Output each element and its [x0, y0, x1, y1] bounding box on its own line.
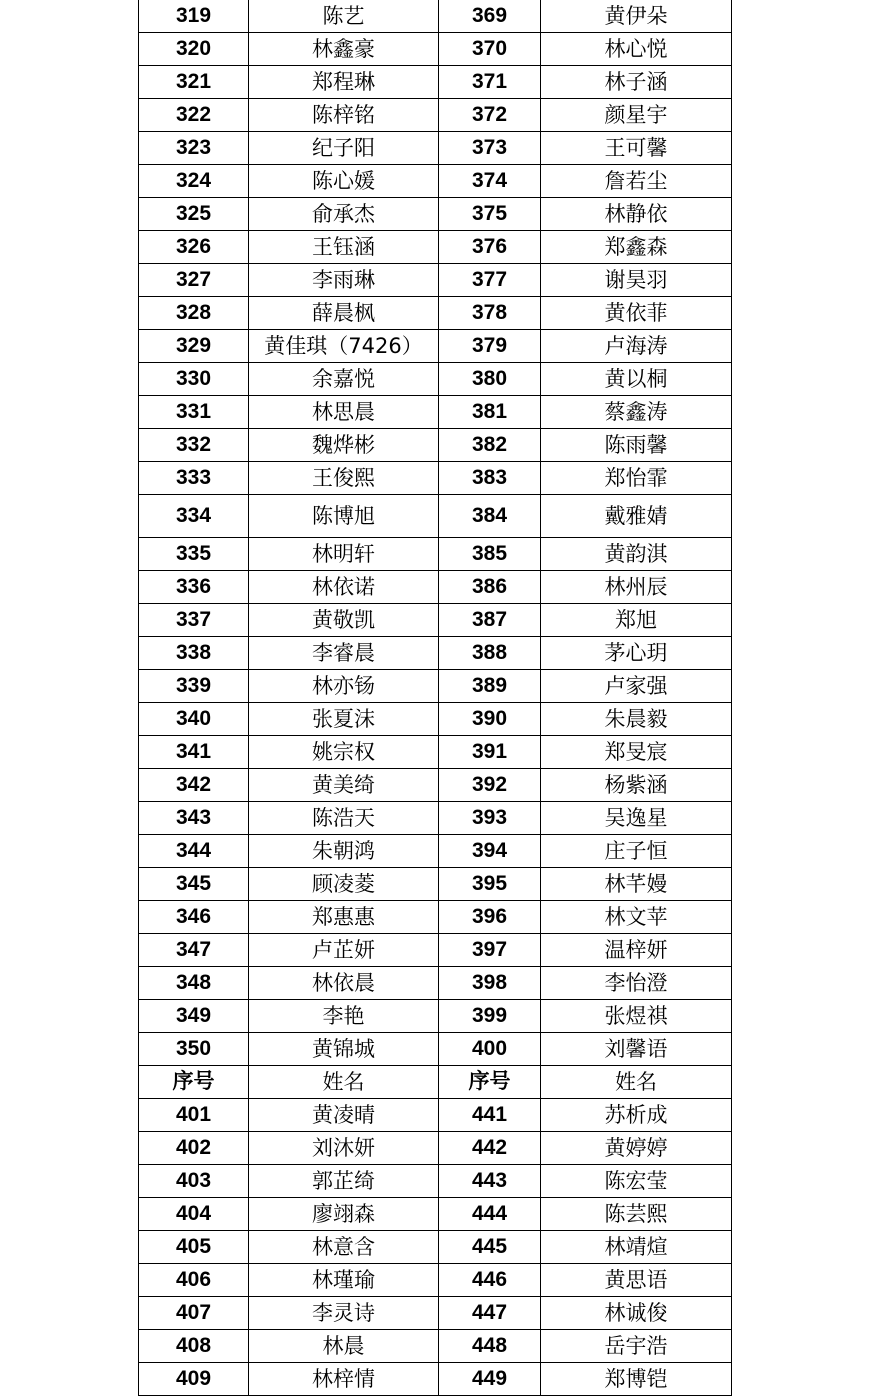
- table-header-row: [139, 1066, 732, 1099]
- seq-number-right: 446: [439, 1264, 541, 1297]
- student-name-right: 黄以桐: [541, 363, 732, 396]
- student-name-right: 林州辰: [541, 571, 732, 604]
- seq-number-right: 447: [439, 1297, 541, 1330]
- table-row: [139, 1132, 732, 1165]
- seq-number-left: 320: [139, 33, 249, 66]
- student-name-left: 刘沐妍: [249, 1132, 439, 1165]
- seq-number-left: 405: [139, 1231, 249, 1264]
- student-name-left: 王钰涵: [249, 231, 439, 264]
- seq-number-left: 334: [139, 495, 249, 538]
- seq-number-right: 386: [439, 571, 541, 604]
- student-name-right: 戴雅婧: [541, 495, 732, 538]
- student-name-left: 李睿晨: [249, 637, 439, 670]
- table-row: [139, 670, 732, 703]
- student-name-right: 郑怡霏: [541, 462, 732, 495]
- table-row: [139, 462, 732, 495]
- student-name-right: 林文苹: [541, 901, 732, 934]
- student-name-left: 陈梓铭: [249, 99, 439, 132]
- seq-number-right: 374: [439, 165, 541, 198]
- table-row: [139, 165, 732, 198]
- table-row: [139, 0, 732, 33]
- seq-number-right: 385: [439, 538, 541, 571]
- student-name-right: 王可馨: [541, 132, 732, 165]
- seq-number-left: 349: [139, 1000, 249, 1033]
- seq-number-left: 324: [139, 165, 249, 198]
- seq-number-left: 404: [139, 1198, 249, 1231]
- seq-number-left: 348: [139, 967, 249, 1000]
- seq-number-right: 442: [439, 1132, 541, 1165]
- seq-number-right: 372: [439, 99, 541, 132]
- seq-number-left: 409: [139, 1363, 249, 1396]
- student-name-left: 李雨琳: [249, 264, 439, 297]
- seq-number-right: 378: [439, 297, 541, 330]
- seq-number-left: 345: [139, 868, 249, 901]
- seq-number-left: 330: [139, 363, 249, 396]
- seq-number-right: 449: [439, 1363, 541, 1396]
- table-row: [139, 231, 732, 264]
- seq-number-right: 444: [439, 1198, 541, 1231]
- table-row: [139, 967, 732, 1000]
- seq-number-right: 387: [439, 604, 541, 637]
- student-name-right: 李怡澄: [541, 967, 732, 1000]
- seq-number-left: 406: [139, 1264, 249, 1297]
- table-row: [139, 1099, 732, 1132]
- seq-number-right: 377: [439, 264, 541, 297]
- student-name-left: 林梓情: [249, 1363, 439, 1396]
- seq-number-right: 400: [439, 1033, 541, 1066]
- table-row: [139, 429, 732, 462]
- table-row: [139, 901, 732, 934]
- student-name-right: 蔡鑫涛: [541, 396, 732, 429]
- student-name-right: 颜星宇: [541, 99, 732, 132]
- table-row: [139, 802, 732, 835]
- seq-number-right: 369: [439, 0, 541, 33]
- seq-number-right: 398: [439, 967, 541, 1000]
- seq-number-left: 335: [139, 538, 249, 571]
- seq-number-left: 319: [139, 0, 249, 33]
- student-name-right: 吴逸星: [541, 802, 732, 835]
- seq-number-right: 396: [439, 901, 541, 934]
- table-row: [139, 132, 732, 165]
- table-row: [139, 868, 732, 901]
- seq-number-left: 346: [139, 901, 249, 934]
- header-name-label: 姓名: [249, 1066, 439, 1099]
- seq-number-right: 392: [439, 769, 541, 802]
- seq-number-right: 441: [439, 1099, 541, 1132]
- student-name-left: 陈心媛: [249, 165, 439, 198]
- seq-number-right: 376: [439, 231, 541, 264]
- student-name-right: 温梓妍: [541, 934, 732, 967]
- student-name-right: 郑旭: [541, 604, 732, 637]
- student-name-right: 林诚俊: [541, 1297, 732, 1330]
- student-name-right: 黄婷婷: [541, 1132, 732, 1165]
- student-name-left: 黄美绮: [249, 769, 439, 802]
- seq-number-left: 340: [139, 703, 249, 736]
- table-row: [139, 495, 732, 538]
- student-name-right: 庄子恒: [541, 835, 732, 868]
- student-name-right: 卢家强: [541, 670, 732, 703]
- table-row: [139, 99, 732, 132]
- table-row: [139, 1165, 732, 1198]
- seq-number-left: 350: [139, 1033, 249, 1066]
- seq-number-right: 448: [439, 1330, 541, 1363]
- table-row: [139, 769, 732, 802]
- table-row: [139, 198, 732, 231]
- seq-number-right: 395: [439, 868, 541, 901]
- student-name-left: 林依诺: [249, 571, 439, 604]
- student-name-right: 林心悦: [541, 33, 732, 66]
- table-row: [139, 1231, 732, 1264]
- seq-number-right: 375: [439, 198, 541, 231]
- student-name-left: 余嘉悦: [249, 363, 439, 396]
- student-name-right: 林静依: [541, 198, 732, 231]
- seq-number-right: 393: [439, 802, 541, 835]
- student-name-right: 陈宏莹: [541, 1165, 732, 1198]
- table-row: [139, 736, 732, 769]
- seq-number-left: 343: [139, 802, 249, 835]
- seq-number-left: 339: [139, 670, 249, 703]
- seq-number-left: 347: [139, 934, 249, 967]
- student-name-left: 黄锦城: [249, 1033, 439, 1066]
- student-name-right: 卢海涛: [541, 330, 732, 363]
- table-row: [139, 835, 732, 868]
- table-row: [139, 538, 732, 571]
- seq-number-left: 407: [139, 1297, 249, 1330]
- student-name-left: 廖翊森: [249, 1198, 439, 1231]
- seq-number-right: 373: [439, 132, 541, 165]
- table-row: [139, 1033, 732, 1066]
- seq-number-left: 326: [139, 231, 249, 264]
- student-name-left: 陈博旭: [249, 495, 439, 538]
- seq-number-left: 333: [139, 462, 249, 495]
- student-name-left: 姚宗权: [249, 736, 439, 769]
- student-name-right: 林靖煊: [541, 1231, 732, 1264]
- student-name-left: 郑惠惠: [249, 901, 439, 934]
- table-row: [139, 297, 732, 330]
- student-name-left: 林晨: [249, 1330, 439, 1363]
- seq-number-right: 397: [439, 934, 541, 967]
- seq-number-left: 408: [139, 1330, 249, 1363]
- seq-number-right: 394: [439, 835, 541, 868]
- student-name-left: 陈艺: [249, 0, 439, 33]
- table-row: [139, 66, 732, 99]
- seq-number-right: 382: [439, 429, 541, 462]
- seq-number-right: 371: [439, 66, 541, 99]
- student-name-left: 郑程琳: [249, 66, 439, 99]
- table-row: [139, 571, 732, 604]
- student-name-right: 黄伊朵: [541, 0, 732, 33]
- seq-number-right: 381: [439, 396, 541, 429]
- seq-number-right: 399: [439, 1000, 541, 1033]
- table-row: [139, 264, 732, 297]
- student-name-right: 朱晨毅: [541, 703, 732, 736]
- student-name-left: 林鑫豪: [249, 33, 439, 66]
- student-name-left: 张夏沫: [249, 703, 439, 736]
- student-name-left: 黄敬凯: [249, 604, 439, 637]
- seq-number-left: 344: [139, 835, 249, 868]
- student-name-left: 李艳: [249, 1000, 439, 1033]
- seq-number-left: 336: [139, 571, 249, 604]
- seq-number-left: 337: [139, 604, 249, 637]
- seq-number-right: 391: [439, 736, 541, 769]
- student-name-right: 郑博铠: [541, 1363, 732, 1396]
- seq-number-right: 379: [439, 330, 541, 363]
- student-name-left: 卢芷妍: [249, 934, 439, 967]
- student-name-left: 陈浩天: [249, 802, 439, 835]
- student-name-right: 詹若尘: [541, 165, 732, 198]
- seq-number-left: 331: [139, 396, 249, 429]
- student-name-left: 黄凌晴: [249, 1099, 439, 1132]
- table-row: [139, 934, 732, 967]
- student-name-right: 黄思语: [541, 1264, 732, 1297]
- seq-number-right: 390: [439, 703, 541, 736]
- seq-number-left: 341: [139, 736, 249, 769]
- student-name-left: 林思晨: [249, 396, 439, 429]
- seq-number-left: 321: [139, 66, 249, 99]
- student-name-left: 魏烨彬: [249, 429, 439, 462]
- student-name-right: 林芊嫚: [541, 868, 732, 901]
- seq-number-left: 327: [139, 264, 249, 297]
- header-seq-label: 序号: [439, 1066, 541, 1099]
- header-seq-label: 序号: [139, 1066, 249, 1099]
- seq-number-left: 342: [139, 769, 249, 802]
- seq-number-left: 403: [139, 1165, 249, 1198]
- table-row: [139, 1297, 732, 1330]
- seq-number-right: 380: [439, 363, 541, 396]
- student-name-right: 黄依菲: [541, 297, 732, 330]
- student-name-left: 李灵诗: [249, 1297, 439, 1330]
- student-name-right: 茅心玥: [541, 637, 732, 670]
- seq-number-left: 402: [139, 1132, 249, 1165]
- student-name-left: 顾凌菱: [249, 868, 439, 901]
- student-name-right: 陈雨馨: [541, 429, 732, 462]
- student-name-left: 林明轩: [249, 538, 439, 571]
- student-name-right: 杨紫涵: [541, 769, 732, 802]
- table-row: [139, 330, 732, 363]
- student-name-left: 俞承杰: [249, 198, 439, 231]
- student-name-right: 岳宇浩: [541, 1330, 732, 1363]
- seq-number-left: 401: [139, 1099, 249, 1132]
- seq-number-left: 322: [139, 99, 249, 132]
- student-name-left: 薛晨枫: [249, 297, 439, 330]
- header-name-label: 姓名: [541, 1066, 732, 1099]
- table-row: [139, 396, 732, 429]
- seq-number-left: 325: [139, 198, 249, 231]
- seq-number-left: 328: [139, 297, 249, 330]
- seq-number-right: 445: [439, 1231, 541, 1264]
- student-name-left: 纪子阳: [249, 132, 439, 165]
- roster-body: [139, 0, 732, 1396]
- student-name-right: 郑鑫森: [541, 231, 732, 264]
- seq-number-right: 443: [439, 1165, 541, 1198]
- table-row: [139, 637, 732, 670]
- student-name-right: 陈芸熙: [541, 1198, 732, 1231]
- student-name-left: 王俊熙: [249, 462, 439, 495]
- student-name-left: 林依晨: [249, 967, 439, 1000]
- student-name-right: 林子涵: [541, 66, 732, 99]
- student-name-right: 黄韵淇: [541, 538, 732, 571]
- seq-number-right: 370: [439, 33, 541, 66]
- student-name-right: 刘馨语: [541, 1033, 732, 1066]
- student-name-left: 朱朝鸿: [249, 835, 439, 868]
- student-name-right: 郑旻宸: [541, 736, 732, 769]
- table-row: [139, 1330, 732, 1363]
- seq-number-left: 338: [139, 637, 249, 670]
- table-row: [139, 1198, 732, 1231]
- seq-number-left: 323: [139, 132, 249, 165]
- table-row: [139, 703, 732, 736]
- table-row: [139, 604, 732, 637]
- student-name-left: 黄佳琪（7426）: [249, 330, 439, 363]
- student-name-left: 林亦钖: [249, 670, 439, 703]
- student-name-left: 林意含: [249, 1231, 439, 1264]
- table-row: [139, 33, 732, 66]
- roster-table: [138, 0, 732, 1396]
- table-row: [139, 1264, 732, 1297]
- student-name-right: 张煜祺: [541, 1000, 732, 1033]
- seq-number-left: 332: [139, 429, 249, 462]
- seq-number-right: 389: [439, 670, 541, 703]
- seq-number-right: 384: [439, 495, 541, 538]
- student-name-right: 谢昊羽: [541, 264, 732, 297]
- table-row: [139, 1000, 732, 1033]
- seq-number-right: 383: [439, 462, 541, 495]
- student-name-left: 林瑾瑜: [249, 1264, 439, 1297]
- seq-number-right: 388: [439, 637, 541, 670]
- student-name-right: 苏析成: [541, 1099, 732, 1132]
- table-row: [139, 363, 732, 396]
- student-name-left: 郭芷绮: [249, 1165, 439, 1198]
- seq-number-left: 329: [139, 330, 249, 363]
